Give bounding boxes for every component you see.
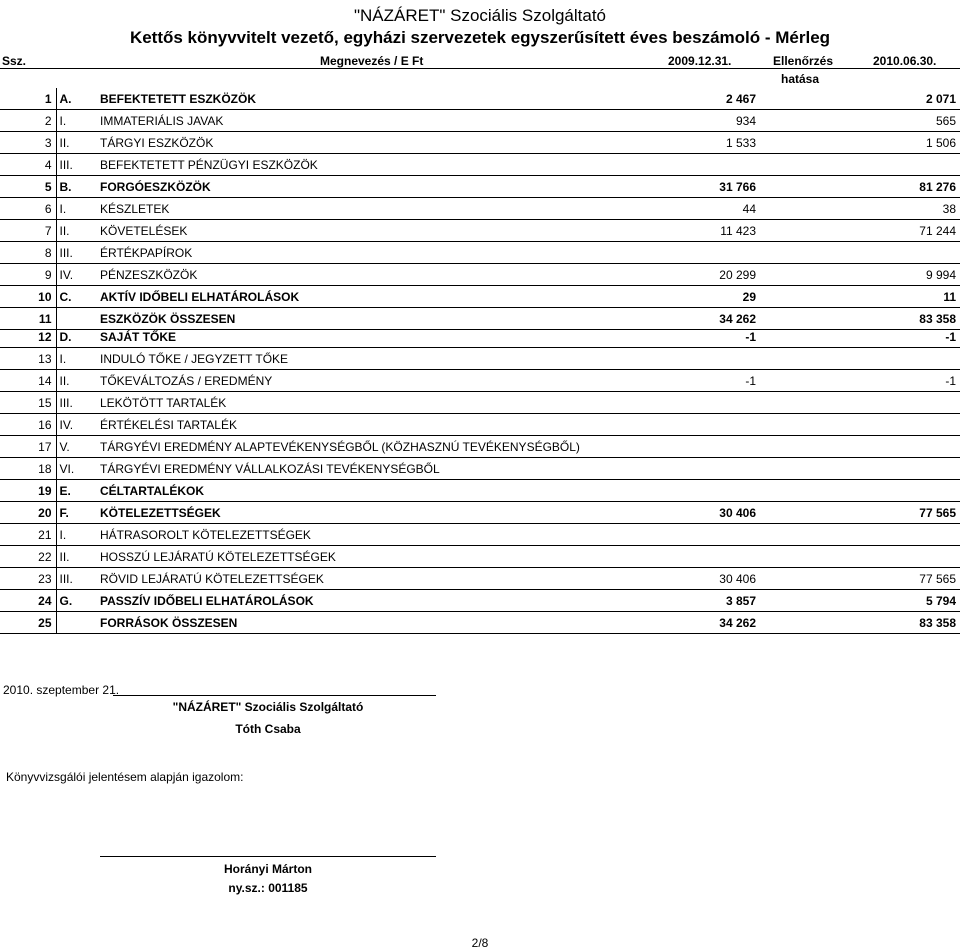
row-check	[760, 370, 850, 392]
row-value-curr: 565	[850, 110, 960, 132]
row-value-curr: 2 071	[850, 88, 960, 110]
row-value-prev	[640, 480, 760, 502]
row-check	[760, 568, 850, 590]
auditor-reg-number: ny.sz.: 001185	[228, 881, 308, 895]
row-value-prev: 44	[640, 198, 760, 220]
row-number: 13	[0, 348, 56, 370]
row-value-prev: -1	[640, 326, 760, 348]
row-value-curr	[850, 546, 960, 568]
row-number: 21	[0, 524, 56, 546]
row-value-prev	[640, 414, 760, 436]
row-number: 8	[0, 242, 56, 264]
row-value-curr: 11	[850, 286, 960, 308]
row-check	[760, 326, 850, 348]
col-header-check: Ellenőrzés	[773, 54, 834, 68]
page-number: 2/8	[471, 936, 489, 950]
auditor-statement: Könyvvizsgálói jelentésem alapján igazolom:	[6, 770, 244, 784]
row-check	[760, 110, 850, 132]
table-row	[0, 348, 960, 370]
row-check	[760, 220, 850, 242]
row-value-prev: 3 857	[640, 590, 760, 612]
table-row	[0, 458, 960, 480]
row-number: 19	[0, 480, 56, 502]
table-row	[0, 392, 960, 414]
table-row	[0, 546, 960, 568]
table-row	[0, 480, 960, 502]
row-check	[760, 242, 850, 264]
col-header-prev: 2009.12.31.	[668, 54, 732, 68]
row-code: E.	[56, 480, 100, 502]
row-code: C.	[56, 286, 100, 308]
row-value-prev: 934	[640, 110, 760, 132]
row-value-prev	[640, 392, 760, 414]
row-value-curr: 9 994	[850, 264, 960, 286]
row-label: TŐKEVÁLTOZÁS / EREDMÉNY	[100, 370, 640, 392]
row-number: 11	[0, 308, 56, 330]
row-code: III.	[56, 392, 100, 414]
row-number: 23	[0, 568, 56, 590]
table-row	[0, 132, 960, 154]
row-check	[760, 392, 850, 414]
auditor-signature-line	[100, 856, 436, 857]
row-value-curr	[850, 524, 960, 546]
footer-org: "NÁZÁRET" Szociális Szolgáltató	[172, 700, 364, 714]
row-value-curr: 5 794	[850, 590, 960, 612]
row-number: 16	[0, 414, 56, 436]
row-label: KÉSZLETEK	[100, 198, 640, 220]
row-check	[760, 176, 850, 198]
row-number: 1	[0, 88, 56, 110]
row-number: 25	[0, 612, 56, 634]
row-value-curr: 71 244	[850, 220, 960, 242]
row-value-curr	[850, 414, 960, 436]
report-title: Kettős könyvvitelt vezető, egyházi szervezetek egyszerűsített éves beszámoló - Mérleg	[129, 28, 831, 47]
row-value-prev	[640, 154, 760, 176]
table-row	[0, 436, 960, 458]
assets-table	[0, 88, 960, 330]
row-check	[760, 612, 850, 634]
row-label: TÁRGYÉVI EREDMÉNY ALAPTEVÉKENYSÉGBŐL (KÖZHASZNÚ TEVÉKENYSÉGBŐL)	[100, 436, 640, 458]
row-check	[760, 198, 850, 220]
row-label: BEFEKTETETT PÉNZÜGYI ESZKÖZÖK	[100, 154, 640, 176]
row-check	[760, 264, 850, 286]
row-label: BEFEKTETETT ESZKÖZÖK	[100, 88, 640, 110]
row-label: LEKÖTÖTT TARTALÉK	[100, 392, 640, 414]
table-row	[0, 154, 960, 176]
row-value-curr: 77 565	[850, 568, 960, 590]
row-number: 10	[0, 286, 56, 308]
row-value-prev: 30 406	[640, 568, 760, 590]
row-number: 24	[0, 590, 56, 612]
row-check	[760, 132, 850, 154]
row-check	[760, 348, 850, 370]
col-header-check-2: hatása	[781, 72, 820, 86]
auditor-name: Horányi Márton	[223, 862, 312, 876]
row-value-curr: 81 276	[850, 176, 960, 198]
row-check	[760, 286, 850, 308]
row-code: VI.	[56, 458, 100, 480]
col-header-name: Megnevezés / E Ft	[320, 54, 424, 68]
row-label: TÁRGYÉVI EREDMÉNY VÁLLALKOZÁSI TEVÉKENYSÉGBŐL	[100, 458, 640, 480]
row-check	[760, 88, 850, 110]
row-value-prev: 29	[640, 286, 760, 308]
table-row	[0, 242, 960, 264]
row-value-prev: 20 299	[640, 264, 760, 286]
row-value-curr: 83 358	[850, 308, 960, 330]
row-code: II.	[56, 546, 100, 568]
row-number: 6	[0, 198, 56, 220]
row-code: I.	[56, 348, 100, 370]
row-value-prev: 2 467	[640, 88, 760, 110]
row-value-prev: 34 262	[640, 612, 760, 634]
row-label: KÖTELEZETTSÉGEK	[100, 502, 640, 524]
table-row	[0, 198, 960, 220]
row-check	[760, 502, 850, 524]
org-title: "NÁZÁRET" Szociális Szolgáltató	[353, 6, 607, 25]
row-value-curr	[850, 154, 960, 176]
row-value-prev	[640, 458, 760, 480]
table-row	[0, 264, 960, 286]
row-code: III.	[56, 154, 100, 176]
row-label: PASSZÍV IDŐBELI ELHATÁROLÁSOK	[100, 590, 640, 612]
row-value-curr: 38	[850, 198, 960, 220]
row-code: IV.	[56, 414, 100, 436]
row-value-curr: -1	[850, 370, 960, 392]
row-label: HOSSZÚ LEJÁRATÚ KÖTELEZETTSÉGEK	[100, 546, 640, 568]
row-value-prev	[640, 242, 760, 264]
row-code: D.	[56, 326, 100, 348]
row-label: SAJÁT TŐKE	[100, 326, 640, 348]
table-row	[0, 220, 960, 242]
table-row	[0, 286, 960, 308]
row-value-prev: 31 766	[640, 176, 760, 198]
row-label: TÁRGYI ESZKÖZÖK	[100, 132, 640, 154]
row-code: I.	[56, 524, 100, 546]
signature-line	[113, 695, 436, 696]
col-header-curr: 2010.06.30.	[873, 54, 937, 68]
row-label: AKTÍV IDŐBELI ELHATÁROLÁSOK	[100, 286, 640, 308]
row-value-curr	[850, 242, 960, 264]
row-check	[760, 524, 850, 546]
row-number: 2	[0, 110, 56, 132]
row-label: FORGÓESZKÖZÖK	[100, 176, 640, 198]
row-code: IV.	[56, 264, 100, 286]
row-code: II.	[56, 132, 100, 154]
row-value-curr: 77 565	[850, 502, 960, 524]
row-label: HÁTRASOROLT KÖTELEZETTSÉGEK	[100, 524, 640, 546]
row-value-curr: -1	[850, 326, 960, 348]
row-label: FORRÁSOK ÖSSZESEN	[100, 612, 640, 634]
row-code: G.	[56, 590, 100, 612]
row-label: INDULÓ TŐKE / JEGYZETT TŐKE	[100, 348, 640, 370]
row-number: 7	[0, 220, 56, 242]
row-number: 18	[0, 458, 56, 480]
row-number: 15	[0, 392, 56, 414]
row-number: 14	[0, 370, 56, 392]
row-code: V.	[56, 436, 100, 458]
row-check	[760, 414, 850, 436]
row-value-prev: 30 406	[640, 502, 760, 524]
row-value-curr: 1 506	[850, 132, 960, 154]
row-label: IMMATERIÁLIS JAVAK	[100, 110, 640, 132]
row-number: 17	[0, 436, 56, 458]
row-code: III.	[56, 568, 100, 590]
row-check	[760, 436, 850, 458]
liabilities-table	[0, 326, 960, 634]
table-row	[0, 524, 960, 546]
row-code: II.	[56, 370, 100, 392]
row-code	[56, 612, 100, 634]
row-code: I.	[56, 198, 100, 220]
header-rule	[0, 68, 960, 69]
table-row	[0, 414, 960, 436]
row-number: 4	[0, 154, 56, 176]
table-row	[0, 590, 960, 612]
table-row	[0, 88, 960, 110]
row-code: F.	[56, 502, 100, 524]
row-check	[760, 480, 850, 502]
row-number: 3	[0, 132, 56, 154]
row-label: KÖVETELÉSEK	[100, 220, 640, 242]
row-number: 9	[0, 264, 56, 286]
row-value-prev	[640, 524, 760, 546]
row-value-prev: -1	[640, 370, 760, 392]
row-value-prev	[640, 348, 760, 370]
table-row	[0, 110, 960, 132]
table-row	[0, 502, 960, 524]
row-value-curr	[850, 392, 960, 414]
row-value-curr	[850, 436, 960, 458]
row-number: 20	[0, 502, 56, 524]
row-code: A.	[56, 88, 100, 110]
row-value-prev	[640, 546, 760, 568]
row-label: ESZKÖZÖK ÖSSZESEN	[100, 308, 640, 330]
table-row	[0, 370, 960, 392]
footer-date: 2010. szeptember 21.	[3, 683, 120, 697]
row-check	[760, 590, 850, 612]
row-code: II.	[56, 220, 100, 242]
table-row	[0, 176, 960, 198]
row-number: 12	[0, 326, 56, 348]
row-label: ÉRTÉKELÉSI TARTALÉK	[100, 414, 640, 436]
row-label: PÉNZESZKÖZÖK	[100, 264, 640, 286]
row-check	[760, 458, 850, 480]
row-check	[760, 546, 850, 568]
table-row	[0, 568, 960, 590]
row-number: 22	[0, 546, 56, 568]
row-label: RÖVID LEJÁRATÚ KÖTELEZETTSÉGEK	[100, 568, 640, 590]
table-row	[0, 612, 960, 634]
footer-signer: Tóth Csaba	[235, 722, 301, 736]
row-value-curr: 83 358	[850, 612, 960, 634]
row-value-prev: 1 533	[640, 132, 760, 154]
table-row	[0, 326, 960, 348]
row-value-prev	[640, 436, 760, 458]
row-label: CÉLTARTALÉKOK	[100, 480, 640, 502]
row-value-curr	[850, 348, 960, 370]
row-value-prev: 34 262	[640, 308, 760, 330]
row-number: 5	[0, 176, 56, 198]
row-code: B.	[56, 176, 100, 198]
row-code: I.	[56, 110, 100, 132]
row-check	[760, 154, 850, 176]
row-value-curr	[850, 480, 960, 502]
row-value-curr	[850, 458, 960, 480]
row-label: ÉRTÉKPAPÍROK	[100, 242, 640, 264]
row-value-prev: 11 423	[640, 220, 760, 242]
row-code: III.	[56, 242, 100, 264]
col-header-ssz: Ssz.	[2, 54, 27, 68]
